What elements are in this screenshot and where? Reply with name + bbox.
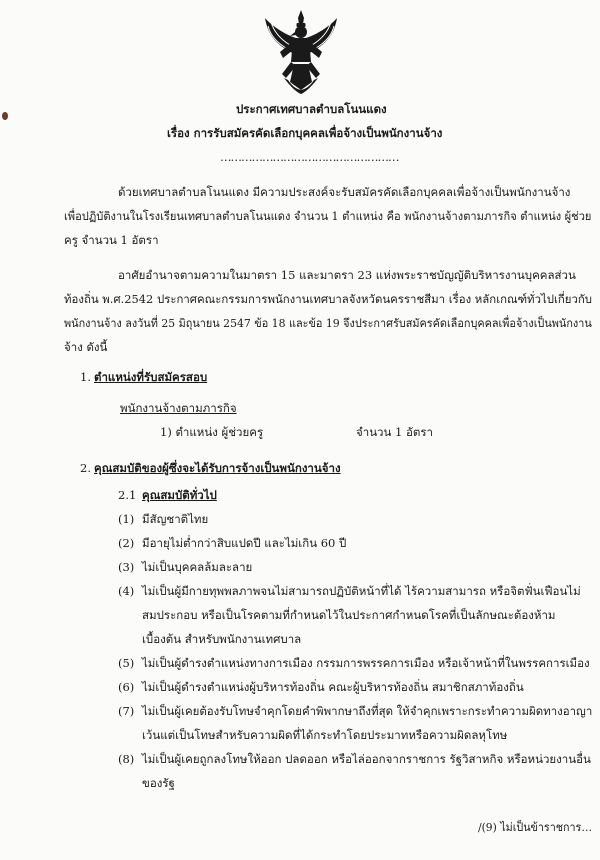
item-text: มีอายุไม่ต่ำกว่าสิบแปดปี และไม่เกิน 60 ปี xyxy=(142,536,347,550)
section2-heading: คุณสมบัติของผู้ซึ่งจะได้รับการจ้างเป็นพนักงานจ้าง xyxy=(94,461,341,475)
item-text: ไม่เป็นผู้เคยถูกลงโทษให้ออก ปลดออก หรือไล่ออกจากราชการ รัฐวิสาหกิจ หรือหน่วยงานอื่น xyxy=(142,752,591,766)
item-text: ไม่เป็นบุคคลล้มละลาย xyxy=(142,560,253,574)
item-text-continued: ของรัฐ xyxy=(142,776,175,790)
intro-p2-line3: พนักงานจ้าง ลงวันที่ 25 มิถุนายน 2547 ข้อ 18 และข้อ 19 จึงประกาศรับสมัครคัดเลือกบุคคลเพื่อจ้างเป็นพนักงาน xyxy=(64,316,592,330)
intro-p1-line2: เพื่อปฏิบัติงานในโรงเรียนเทศบาลตำบลโนนแดง จำนวน 1 ตำแหน่ง คือ พนักงานจ้างตามภารกิจ ตำแหน่ง ผู้ช่วย xyxy=(64,209,592,223)
page-continuation: /(9) ไม่เป็นข้าราชการ… xyxy=(478,820,593,834)
section1-position: 1) ตำแหน่ง ผู้ช่วยครู xyxy=(160,425,264,439)
garuda-emblem-icon xyxy=(262,8,340,96)
item-text: ไม่เป็นผู้มีกายทุพพลภาพจนไม่สามารถปฏิบัติหน้าที่ได้ ไร้ความสามารถ หรือจิตฟั่นเฟือนไม่ xyxy=(142,584,581,598)
intro-p1-line1: ด้วยเทศบาลตำบลโนนแดง มีความประสงค์จะรับสมัครคัดเลือกบุคคลเพื่อจ้างเป็นพนักงานจ้าง xyxy=(118,185,571,199)
section1-subheading: พนักงานจ้างตามภารกิจ xyxy=(120,401,237,415)
section2-number: 2. xyxy=(80,461,91,475)
stray-ink-mark xyxy=(2,112,8,120)
item-text: ไม่เป็นผู้ดำรงตำแหน่งผู้บริหารท้องถิ่น คณะผู้บริหารท้องถิ่น สมาชิกสภาท้องถิ่น xyxy=(142,680,524,694)
item-text: ไม่เป็นผู้ดำรงตำแหน่งทางการเมือง กรรมการพรรคการเมือง หรือเจ้าหน้าที่ในพรรคการเมือง xyxy=(142,656,590,670)
item-number: (6) xyxy=(118,680,135,694)
item-number: (7) xyxy=(118,704,135,718)
item-text-continued: เว้นแต่เป็นโทษสำหรับความผิดที่ได้กระทำโดยประมาทหรือความผิดลหุโทษ xyxy=(142,728,508,742)
section1-heading: ตำแหน่งที่รับสมัครสอบ xyxy=(94,370,208,384)
intro-p2-line1: อาศัยอำนาจตามความในมาตรา 15 และมาตรา 23 แห่งพระราชบัญญัติบริหารงานบุคคลส่วน xyxy=(118,268,576,282)
intro-p2-line4: จ้าง ดังนี้ xyxy=(64,340,108,354)
section1-number: 1. xyxy=(80,370,91,384)
section1-count: จำนวน 1 อัตรา xyxy=(356,425,434,439)
item-text: ไม่เป็นผู้เคยต้องรับโทษจำคุกโดยคำพิพากษาถึงที่สุด ให้จำคุกเพราะกระทำความผิดทางอาญา xyxy=(142,704,593,718)
item-number: (8) xyxy=(118,752,135,766)
section2-sub-heading: คุณสมบัติทั่วไป xyxy=(142,488,217,502)
intro-p1-line3: ครู จำนวน 1 อัตรา xyxy=(64,233,159,247)
item-number: (3) xyxy=(118,560,135,574)
item-number: (4) xyxy=(118,584,135,598)
page-title: ประกาศเทศบาลตำบลโนนแดง xyxy=(236,102,387,116)
item-number: (2) xyxy=(118,536,135,550)
item-number: (5) xyxy=(118,656,135,670)
item-text: มีสัญชาติไทย xyxy=(142,512,209,526)
header-divider: …………………………………………… xyxy=(220,150,399,164)
section2-sub-number: 2.1 xyxy=(118,488,137,502)
item-text-continued: เบื้องต้น สำหรับพนักงานเทศบาล xyxy=(142,632,302,646)
item-text-continued: สมประกอบ หรือเป็นโรคตามที่กำหนดไว้ในประกาศกำหนดโรคที่เป็นลักษณะต้องห้าม xyxy=(142,608,556,622)
page-subject: เรื่อง การรับสมัครคัดเลือกบุคคลเพื่อจ้างเป็นพนักงานจ้าง xyxy=(167,126,443,140)
item-number: (1) xyxy=(118,512,135,526)
intro-p2-line2: ท้องถิ่น พ.ศ.2542 ประกาศคณะกรรมการพนักงานเทศบาลจังหวัดนครราชสีมา เรื่อง หลักเกณฑ์ทั่วไปเกี่ยวกับ xyxy=(64,292,593,306)
